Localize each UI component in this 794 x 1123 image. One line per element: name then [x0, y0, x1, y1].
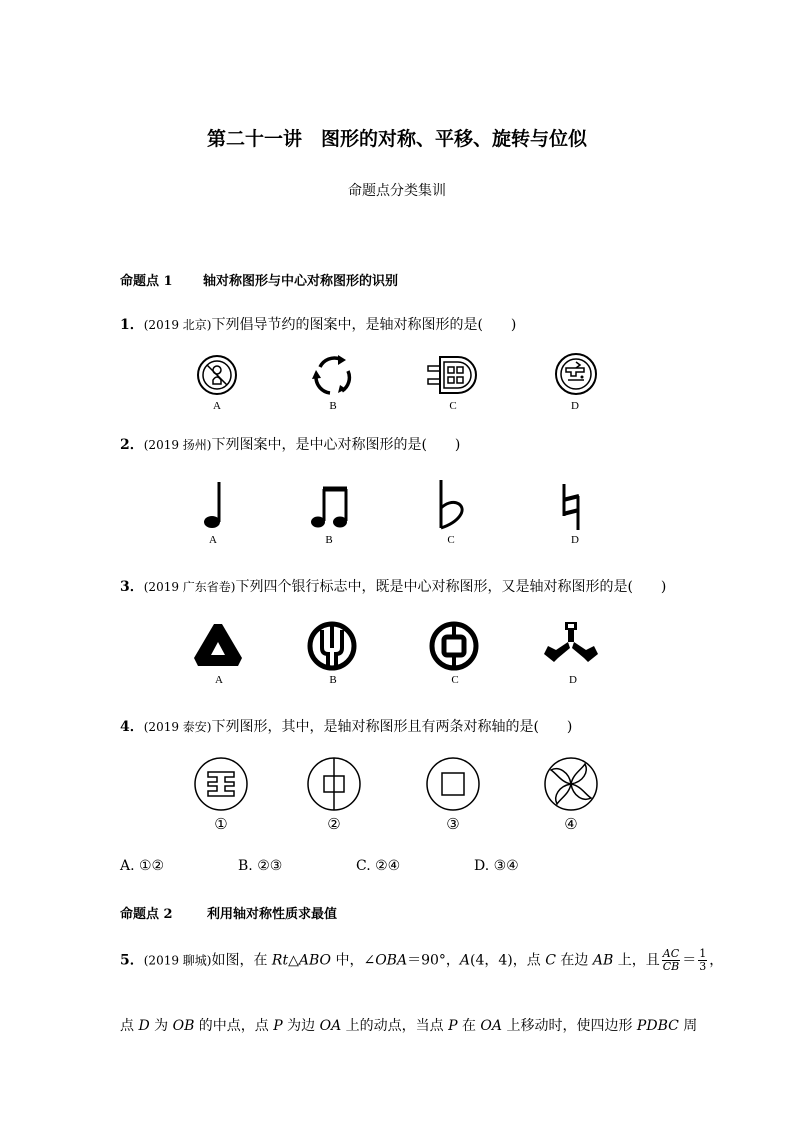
q1-text: 下列倡导节约的图案中，是轴对称图形的是( ) — [211, 317, 517, 333]
q4-figure-1 — [193, 756, 249, 812]
q3-figure-d — [544, 620, 598, 668]
question-4 — [120, 716, 572, 736]
page-subtitle: 命题点分类集训 — [348, 183, 446, 199]
q5-ab: AB — [592, 952, 614, 969]
q2-figure-b — [310, 485, 352, 529]
question-1 — [120, 314, 516, 334]
q4-option-d[interactable]: D. ③④ — [474, 858, 519, 874]
q2-text: 下列图案中，是中心对称图形的是( ) — [211, 437, 461, 453]
q5-math-var: P — [448, 1018, 458, 1034]
q1-source: (2019 北京) — [143, 318, 212, 332]
q5-math-var: PDBC — [636, 1018, 679, 1034]
q4-figure-2 — [306, 756, 362, 812]
q5-text-b: 中，∠ — [331, 952, 376, 969]
q5-text-segment: 为边 — [282, 1018, 320, 1034]
q3-label-b: B — [329, 674, 337, 686]
q2-label-c: C — [447, 534, 455, 546]
q5-math-var: OB — [172, 1018, 195, 1034]
q5-text-segment: 周 — [678, 1018, 698, 1034]
q2-figure-c — [435, 478, 469, 532]
q4-label-1: ① — [214, 815, 228, 833]
q5-text-segment: 在 — [457, 1018, 481, 1034]
q2-figure-d — [558, 482, 586, 532]
q1-figure-c — [426, 354, 480, 396]
q4-number: 4． — [120, 719, 144, 735]
q3-label-a: A — [215, 674, 223, 686]
q4-label-2: ② — [327, 815, 341, 833]
q5-oba: OBA — [375, 952, 408, 969]
q1-figure-a — [196, 354, 238, 396]
q5-text-segment: 上移动时，使四边形 — [502, 1018, 637, 1034]
q5-text-segment: 为 — [149, 1018, 173, 1034]
q5-text-f: 上，且 — [613, 952, 660, 969]
q3-figure-b — [306, 620, 358, 672]
q5-math-var: D — [138, 1018, 150, 1034]
q5-text-c: ＝90°， — [407, 952, 460, 969]
q5-text-segment: 点 — [120, 1018, 139, 1034]
q4-figure-4 — [543, 756, 599, 812]
question-2 — [120, 434, 460, 454]
q4-option-c[interactable]: C. ②④ — [356, 858, 401, 874]
q5-tail: ， — [709, 952, 724, 969]
q4-figure-3 — [425, 756, 481, 812]
q1-label-a: A — [213, 400, 221, 412]
q5-math-var: P — [273, 1018, 283, 1034]
q1-figure-b — [310, 353, 354, 397]
q5-text-e: 在边 — [555, 952, 593, 969]
section-1-title: 轴对称图形与中心对称图形的识别 — [203, 274, 399, 289]
q5-text-a: 如图，在 — [211, 952, 272, 969]
q2-label-a: A — [209, 534, 217, 546]
q5-text-segment: 上的动点，当点 — [341, 1018, 449, 1034]
q3-figure-c — [428, 620, 480, 672]
q4-label-4: ④ — [564, 815, 578, 833]
q5-text-d: (4，4)，点 — [470, 952, 546, 969]
q5-math-var: OA — [319, 1018, 342, 1034]
question-5-line-1 — [120, 948, 723, 973]
q1-figure-d — [554, 352, 598, 396]
q2-label-b: B — [325, 534, 333, 546]
q5-point-a: A — [459, 952, 471, 969]
q3-figure-a — [192, 622, 244, 668]
section-2-title: 利用轴对称性质求最值 — [207, 907, 338, 922]
page-title: 第二十一讲 图形的对称、平移、旋转与位似 — [206, 128, 587, 150]
q4-text: 下列图形，其中，是轴对称图形且有两条对称轴的是( ) — [211, 719, 573, 735]
q5-fraction-one-third: $\frac{1}{3}$ — [699, 947, 707, 973]
q4-label-3: ③ — [446, 815, 460, 833]
q5-number: 5． — [120, 952, 144, 969]
q1-number: 1． — [120, 317, 144, 333]
q5-point-c: C — [545, 952, 556, 969]
q1-label-c: C — [449, 400, 457, 412]
q2-number: 2． — [120, 437, 144, 453]
question-3 — [120, 576, 666, 596]
q5-equals: ＝ — [682, 952, 697, 969]
q3-label-c: C — [451, 674, 459, 686]
q5-math-var: OA — [480, 1018, 503, 1034]
section-1-label: 命题点 1 — [120, 274, 173, 289]
q3-label-d: D — [569, 674, 577, 686]
q3-source: (2019 广东省卷) — [143, 580, 236, 594]
q1-label-d: D — [571, 400, 579, 412]
q5-fraction-ac-cb: $\frac{AC}{CB}$ — [662, 947, 680, 973]
q3-number: 3． — [120, 579, 144, 595]
q2-label-d: D — [571, 534, 579, 546]
question-5-line-2 — [120, 1015, 697, 1035]
q4-option-a[interactable]: A. ①② — [120, 858, 165, 874]
q5-rt: Rt△ABO — [271, 952, 331, 969]
q2-figure-a — [200, 480, 228, 530]
q1-label-b: B — [329, 400, 337, 412]
q3-text: 下列四个银行标志中，既是中心对称图形，又是轴对称图形的是( ) — [235, 579, 667, 595]
q5-text-segment: 的中点，点 — [194, 1018, 274, 1034]
q4-option-b[interactable]: B. ②③ — [238, 858, 283, 874]
q2-source: (2019 扬州) — [143, 438, 212, 452]
section-2-label: 命题点 2 — [120, 907, 173, 922]
q4-source: (2019 泰安) — [143, 720, 212, 734]
q5-source: (2019 聊城) — [143, 953, 212, 968]
